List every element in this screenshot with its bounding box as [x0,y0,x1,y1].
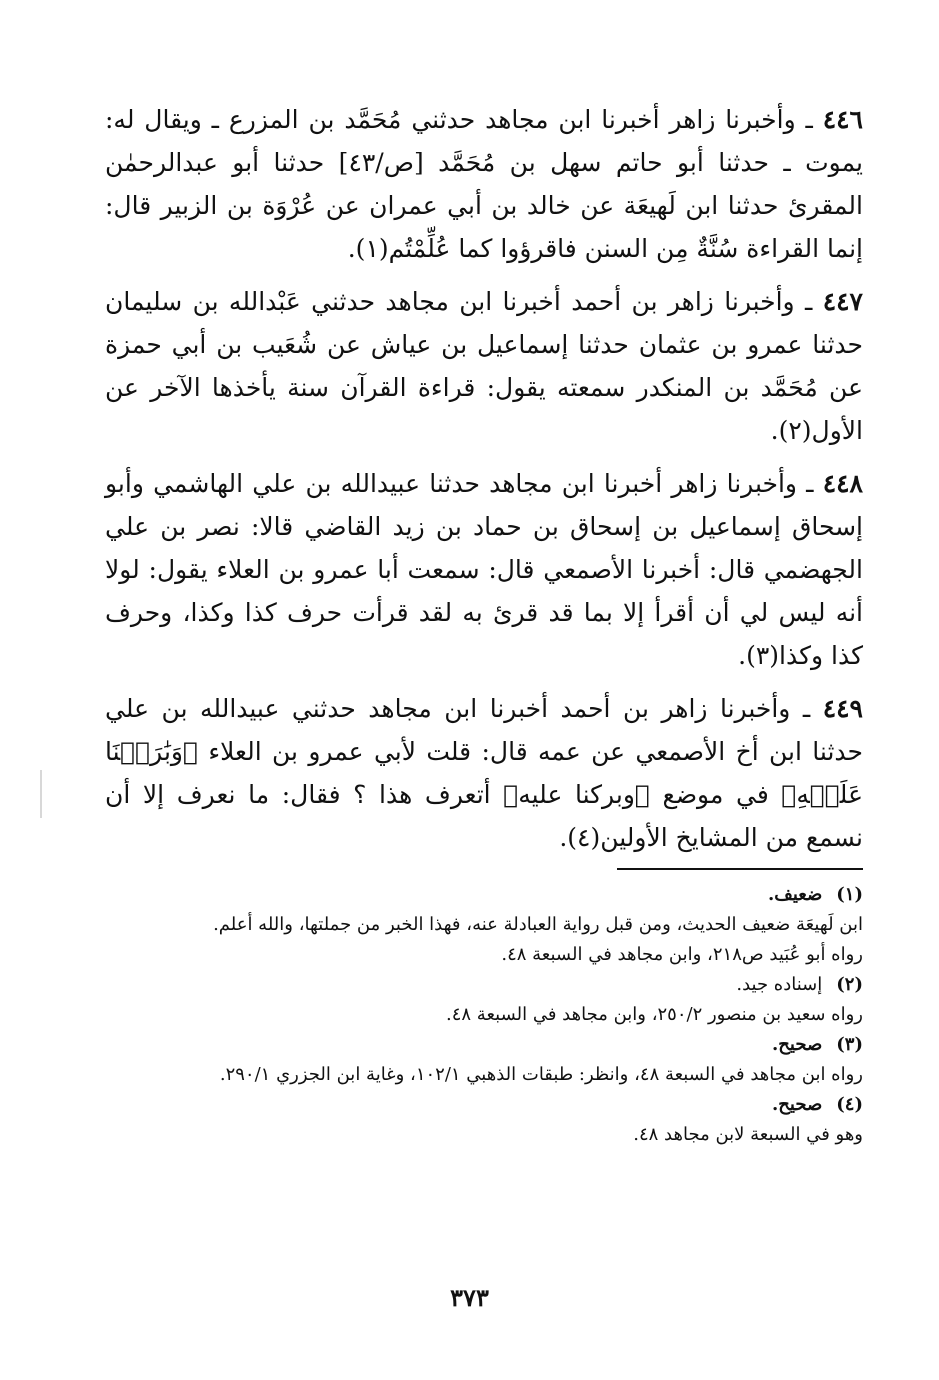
footnote-number: (١) [836,884,863,905]
paragraph-number: ٤٤٧ [822,287,863,316]
footnotes [105,880,863,1150]
footnote-grade: إسناده جيد. [736,974,823,995]
paragraph-text: ـ وأخبرنا زاهر بن أحمد أخبرنا ابن مجاهد حدثني عَبْدالله بن سليمان حدثنا عمرو بن عثمان حدثنا إسماعيل بن عياش عن شُعَيب بن أبي حمزة عن مُحَمَّد بن المنكدر سمعته يقول: قراءة القرآن سنة يأخذها الآخر عن الأول(٢). [105,287,863,445]
paragraph-number: ٤٤٦ [822,105,863,134]
margin-mark [40,770,42,818]
footnote-1 [105,880,863,970]
footnote-line: رواه سعيد بن منصور ٢٥٠/٢، وابن مجاهد في السبعة ٤٨. [446,1004,863,1025]
footnote-number: (٢) [836,974,863,995]
footnote-4 [105,1090,863,1150]
footnote-3 [105,1030,863,1090]
footnote-line: ابن لَهيعَة ضعيف الحديث، ومن قبل رواية العبادلة عنه، فهذا الخبر من جملتها، والله أعلم. [213,914,863,935]
footnote-number: (٣) [836,1034,863,1055]
paragraph-text: ـ وأخبرنا زاهر أخبرنا ابن مجاهد حدثني مُحَمَّد بن المزرع ـ ويقال له: يموت ـ حدثنا أبو حاتم سهل بن مُحَمَّد [ص/٤٣] حدثنا أبو عبدالرحمٰن المقرئ حدثنا ابن لَهيعَة عن خالد بن أبي عمران عن عُرْوَة بن الزبير قال: إنما القراءة سُنَّةٌ مِن السنن فاقرؤوا كما عُلِّمْتُم(١). [105,105,863,263]
footnote-2 [105,970,863,1030]
page-number: ٣٧٣ [450,1283,489,1312]
footnote-number: (٤) [836,1094,863,1115]
paragraph-number: ٤٤٨ [822,469,863,498]
paragraph-number: ٤٤٩ [822,694,863,723]
footnote-line: رواه أبو عُبَيد ص٢١٨، وابن مجاهد في السبعة ٤٨. [501,944,863,965]
paragraph-449 [105,687,863,859]
footnote-line: رواه ابن مجاهد في السبعة ٤٨، وانظر: طبقات الذهبي ١٠٢/١، وغاية ابن الجزري ٢٩٠/١. [219,1064,863,1085]
paragraph-446 [105,98,863,270]
footnote-separator [617,868,863,870]
paragraph-text: ـ وأخبرنا زاهر أخبرنا ابن مجاهد حدثنا عبيدالله بن علي الهاشمي وأبو إسحاق إسماعيل بن إسحاق بن حماد بن زيد القاضي قالا: نصر بن علي الجهضمي قال: أخبرنا الأصمعي قال: سمعت أبا عمرو بن العلاء يقول: لولا أنه ليس لي أن أقرأ إلا بما قد قرئ به لقد قرأت حرف كذا وكذا، وحرف كذا وكذا(٣). [105,469,863,670]
main-text [105,98,863,869]
footnote-grade: ضعيف. [767,884,823,905]
paragraph-447 [105,280,863,452]
footnote-grade: صحيح. [772,1094,823,1115]
paragraph-text: ـ وأخبرنا زاهر بن أحمد أخبرنا ابن مجاهد حدثني عبيدالله بن علي حدثنا ابن أخ الأصمعي عن عمه قال: قلت لأبي عمرو بن العلاء ﴿وَبَٰرَكۡنَا عَلَيۡهِ﴾ في موضع ﴿وبركنا عليه﴾ أتعرف هذا ؟ فقال: ما نعرف إلا أن نسمع من المشايخ الأولين(٤). [105,694,863,852]
paragraph-448 [105,462,863,677]
footnote-grade: صحيح. [772,1034,823,1055]
footnote-line: وهو في السبعة لابن مجاهد ٤٨. [633,1124,863,1145]
